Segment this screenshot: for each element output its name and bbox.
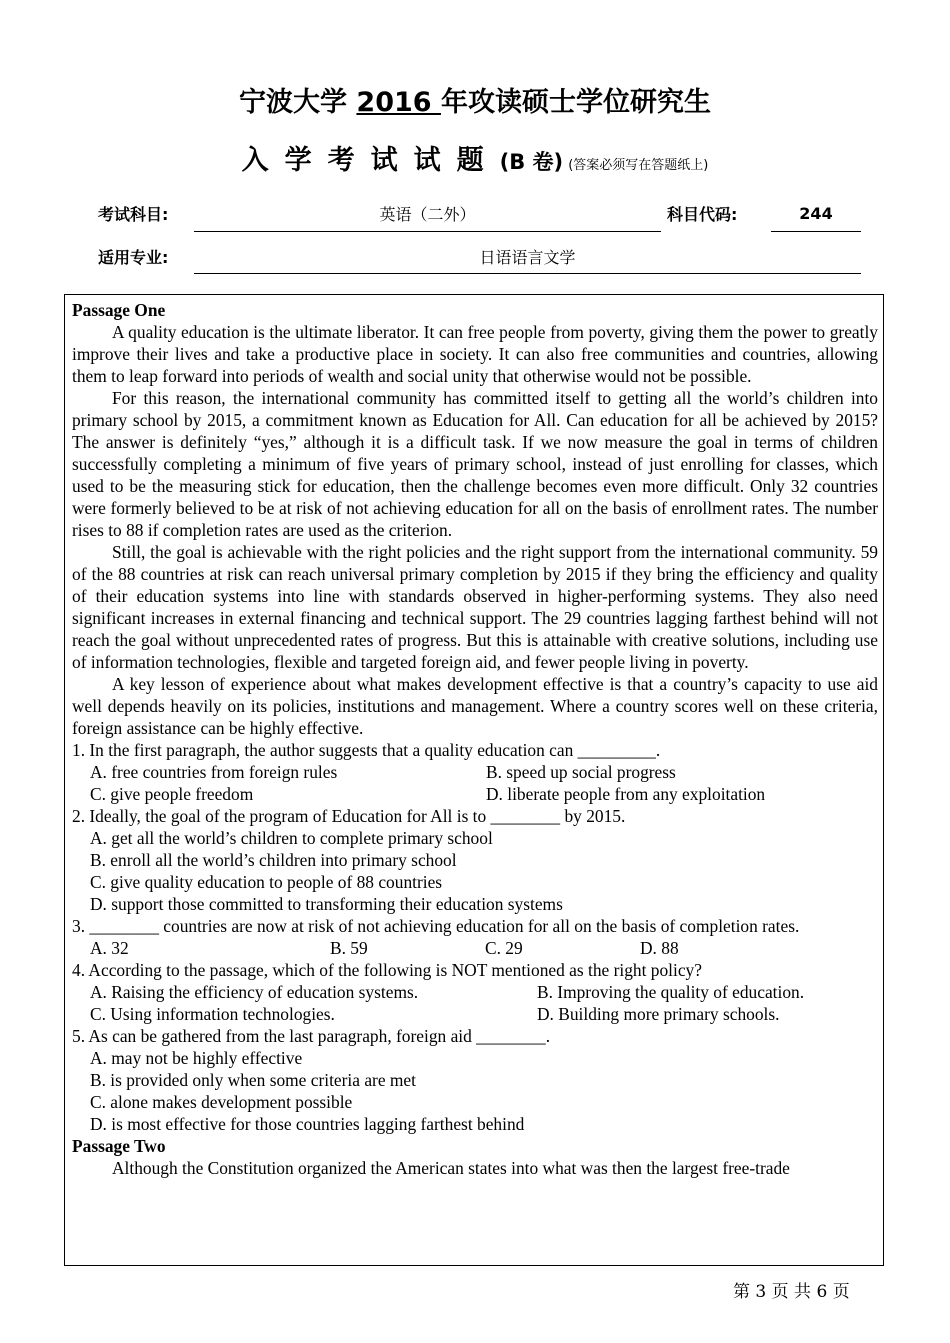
passage-one-paragraph-4: A key lesson of experience about what makes development effective is that a country’s capacity to use aid well depends heavily on its policies, institutions and management. Where a country scores well on these criteria, foreign assistance can be highly effective.: [72, 674, 878, 738]
exam-title: [0, 80, 950, 119]
exam-subtitle: [0, 138, 950, 177]
footer-total-pages: 6: [816, 1282, 828, 1302]
question-3-option-b: B. 59: [330, 938, 368, 958]
code-label: 科目代码:: [667, 205, 738, 224]
question-1-options-row-1: [72, 761, 878, 783]
footer-ye-2: 页: [832, 1282, 850, 1302]
question-4-options-row-2: [72, 1003, 878, 1025]
question-1-option-b: B. speed up social progress: [486, 762, 676, 782]
question-4-options-row-1: [72, 981, 878, 1003]
page-footer: [733, 1277, 850, 1302]
question-5-option-a: A. may not be highly effective: [90, 1048, 303, 1068]
title-year: 2016: [356, 87, 441, 118]
major-label: 适用专业:: [98, 248, 169, 267]
subtitle-volume: (B 卷): [499, 150, 564, 174]
passage-one-paragraph-2: For this reason, the international community has committed itself to getting all the world’s children into primary school by 2015, a commitment known as Education for All. Can education for all be achieved by 2015? The answer is definitely “yes,” although it is a difficult task. If we now measure the goal in terms of children successfully completing a minimum of five years of primary school, instead of just enrolling for classes, which used to be the measuring stick for education, then the challenge becomes even more difficult. Only 32 countries were formerly believed to be at risk of not achieving education for all on the basis of enrollment rates. The number rises to 88 if completion rates are used as the criterion.: [72, 388, 878, 540]
passage-one-title: Passage One: [72, 300, 166, 320]
subtitle-note: (答案必须写在答题纸上): [568, 158, 709, 173]
title-prefix: 宁波大学: [239, 87, 357, 118]
title-suffix: 年攻读硕士学位研究生: [440, 87, 711, 118]
footer-ye: 页: [771, 1282, 789, 1302]
footer-di: 第: [733, 1282, 750, 1302]
question-3-options-row: [72, 937, 878, 959]
question-3-option-a: A. 32: [90, 938, 129, 958]
question-4-option-c: C. Using information technologies.: [90, 1004, 335, 1024]
question-1-stem: 1. In the first paragraph, the author suggests that a quality education can _________.: [72, 740, 661, 760]
subject-value: 英语（二外）: [194, 202, 661, 232]
question-1-options-row-2: [72, 783, 878, 805]
question-5-stem: 5. As can be gathered from the last paragraph, foreign aid ________.: [72, 1026, 551, 1046]
passage-two-first-line: Although the Constitution organized the American states into what was then the largest free-trade: [112, 1158, 790, 1178]
question-2-option-d: D. support those committed to transforming their education systems: [90, 894, 563, 914]
question-1-option-d: D. liberate people from any exploitation: [486, 784, 766, 804]
subtitle-main: 入学考试试题: [241, 145, 500, 176]
question-5-option-d: D. is most effective for those countries lagging farthest behind: [90, 1114, 525, 1134]
question-2-option-a: A. get all the world’s children to complete primary school: [90, 828, 493, 848]
exam-content-box: [64, 294, 884, 1266]
footer-gong: 共: [794, 1282, 812, 1302]
subject-label: 考试科目:: [98, 205, 169, 224]
question-3-option-d: D. 88: [640, 938, 679, 958]
question-2-option-c: C. give quality education to people of 88 countries: [90, 872, 443, 892]
question-4-option-b: B. Improving the quality of education.: [537, 982, 805, 1002]
question-3-stem: 3. ________ countries are now at risk of not achieving education for all on the basis of completion rates.: [72, 916, 800, 936]
footer-page-number: 3: [755, 1282, 767, 1302]
question-1-option-c: C. give people freedom: [90, 784, 254, 804]
code-value: 244: [771, 204, 861, 232]
passage-two-title: Passage Two: [72, 1136, 166, 1156]
question-1-option-a: A. free countries from foreign rules: [90, 762, 338, 782]
question-2-stem: 2. Ideally, the goal of the program of Education for All is to ________ by 2015.: [72, 806, 626, 826]
passage-one-paragraph-3: Still, the goal is achievable with the right policies and the right support from the international community. 59 of the 88 countries at risk can reach universal primary completion by 2015 if they bring the efficiency and quality of their education systems into line with standards observed in higher-performing systems. They also need significant increases in external financing and technical support. The 29 countries lagging farthest behind will not reach the goal without unprecedented rates of progress. But this is attainable with creative solutions, including use of information technologies, flexible and targeted foreign aid, and fewer people living in poverty.: [72, 542, 878, 672]
question-4-option-d: D. Building more primary schools.: [537, 1004, 780, 1024]
question-5-option-c: C. alone makes development possible: [90, 1092, 353, 1112]
passage-one-paragraph-1: A quality education is the ultimate liberator. It can free people from poverty, giving them the power to greatly improve their lives and take a productive place in society. It can also free communities and countries, allowing them to leap forward into periods of wealth and social unity that otherwise would not be possible.: [72, 322, 878, 386]
question-3-option-c: C. 29: [485, 938, 523, 958]
question-2-option-b: B. enroll all the world’s children into primary school: [90, 850, 457, 870]
question-4-option-a: A. Raising the efficiency of education systems.: [90, 982, 419, 1002]
major-value: 日语语言文学: [194, 245, 861, 274]
question-4-stem: 4. According to the passage, which of the following is NOT mentioned as the right policy?: [72, 960, 702, 980]
question-5-option-b: B. is provided only when some criteria are met: [90, 1070, 416, 1090]
